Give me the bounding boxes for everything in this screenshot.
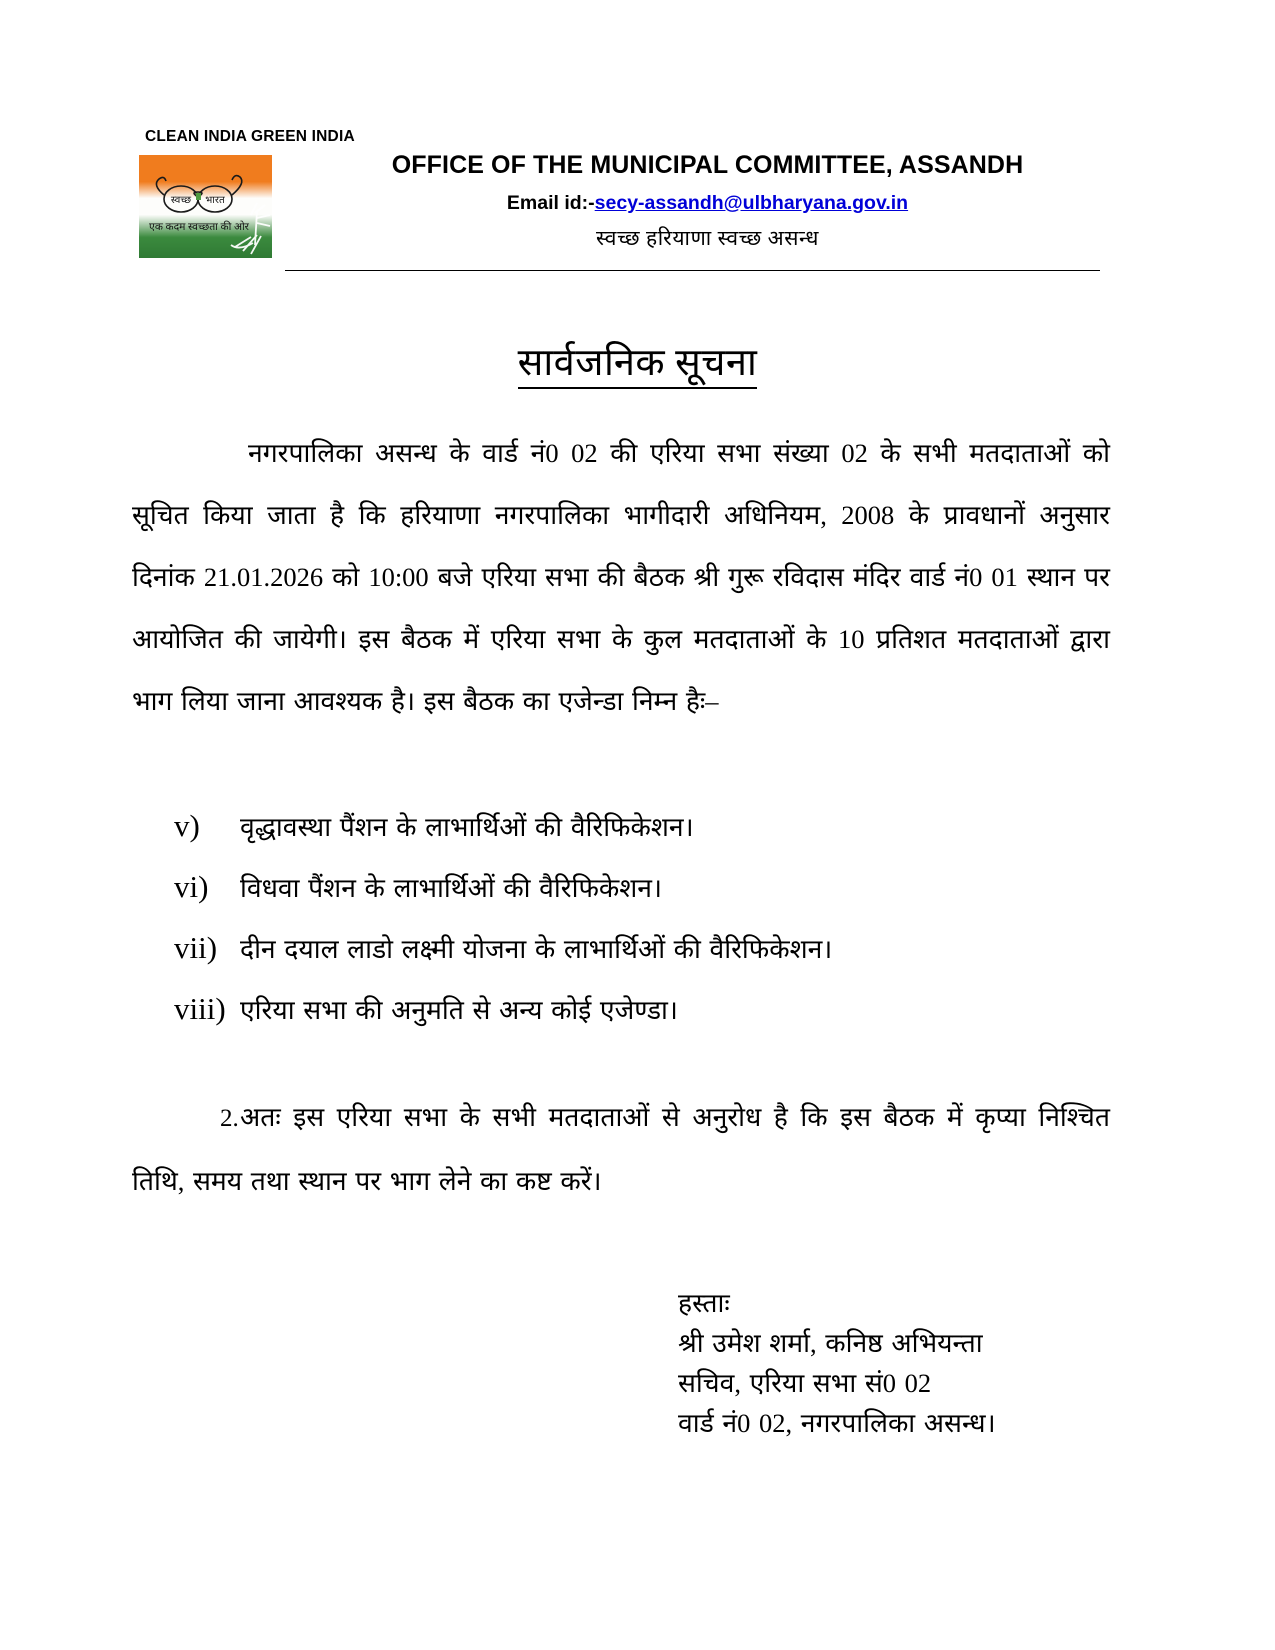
signature-salutation: हस्ताः — [678, 1288, 730, 1318]
document-header — [0, 120, 1275, 280]
notice-title — [0, 335, 1275, 387]
list-item — [132, 808, 1110, 869]
agenda-marker: v) — [174, 808, 200, 843]
agenda-marker: vi) — [174, 869, 209, 904]
header-center-block — [285, 150, 1130, 252]
email-line — [285, 192, 1130, 215]
svg-text:स्वच्छ: स्वच्छ — [170, 195, 192, 206]
closing-block — [132, 1086, 1110, 1212]
svg-text:भारत: भारत — [205, 195, 225, 206]
agenda-text: दीन दयाल लाडो लक्ष्मी योजना के लाभार्थिओं की वैरिफिकेशन। — [240, 934, 833, 964]
body-paragraph: नगरपालिका असन्ध के वार्ड नं0 02 की एरिया सभा संख्या 02 के सभी मतदाताओं को सूचित किया जाता है कि हरियाणा नगरपालिका भागीदारी अधिनियम, 2008 के प्रावधानों अनुसार दिनांक 21.01.2026 को 10:00 बजे एरिया सभा की बैठक श्री गुरू रविदास मंदिर वार्ड नं0 01 स्थान पर आयोजित की जायेगी। इस बैठक में एरिया सभा के कुल मतदाताओं के 10 प्रतिशत मतदाताओं द्वारा भाग लिया जाना आवश्यक है। इस बैठक का एजेन्डा निम्न हैः– — [132, 438, 1110, 716]
svg-text:एक कदम स्वच्छता की ओर: एक कदम स्वच्छता की ओर — [149, 222, 249, 233]
agenda-marker: viii) — [174, 991, 226, 1026]
closing-marker: 2. — [220, 1105, 239, 1132]
email-link[interactable]: secy-assandh@ulbharyana.gov.in — [594, 192, 909, 214]
signature-name: श्री उमेश शर्मा, कनिष्ठ अभियन्ता — [678, 1328, 983, 1358]
list-item — [132, 869, 1110, 930]
notice-body — [132, 422, 1110, 732]
signature-designation: सचिव, एरिया सभा सं0 02 — [678, 1368, 932, 1398]
closing-paragraph — [132, 1086, 1110, 1212]
agenda-text: वृद्धावस्था पैंशन के लाभार्थिओं की वैरिफिकेशन। — [240, 812, 694, 842]
signature-block — [678, 1283, 1198, 1443]
list-item — [132, 930, 1110, 991]
agenda-marker: vii) — [174, 930, 218, 965]
signature-ward: वार्ड नं0 02, नगरपालिका असन्ध। — [678, 1408, 996, 1438]
agenda-list — [132, 808, 1110, 1052]
office-title: OFFICE OF THE MUNICIPAL COMMITTEE, ASSANDH — [391, 151, 1024, 179]
list-item — [132, 991, 1110, 1052]
hindi-slogan: स्वच्छ हरियाणा स्वच्छ असन्ध — [596, 226, 819, 250]
email-label: Email id:- — [506, 192, 595, 214]
agenda-text: एरिया सभा की अनुमति से अन्य कोई एजेण्डा। — [240, 995, 678, 1025]
closing-text: अतः इस एरिया सभा के सभी मतदाताओं से अनुरोध है कि इस बैठक में कृप्या निश्चित तिथि, समय तथा स्थान पर भाग लेने का कष्ट करें। — [132, 1102, 1110, 1196]
header-divider — [285, 270, 1100, 271]
notice-title-text: सार्वजनिक सूचना — [518, 342, 758, 389]
clean-india-slogan: CLEAN INDIA GREEN INDIA — [145, 128, 355, 145]
swachh-bharat-logo — [139, 155, 272, 258]
agenda-text: विधवा पैंशन के लाभार्थिओं की वैरिफिकेशन। — [240, 873, 663, 903]
